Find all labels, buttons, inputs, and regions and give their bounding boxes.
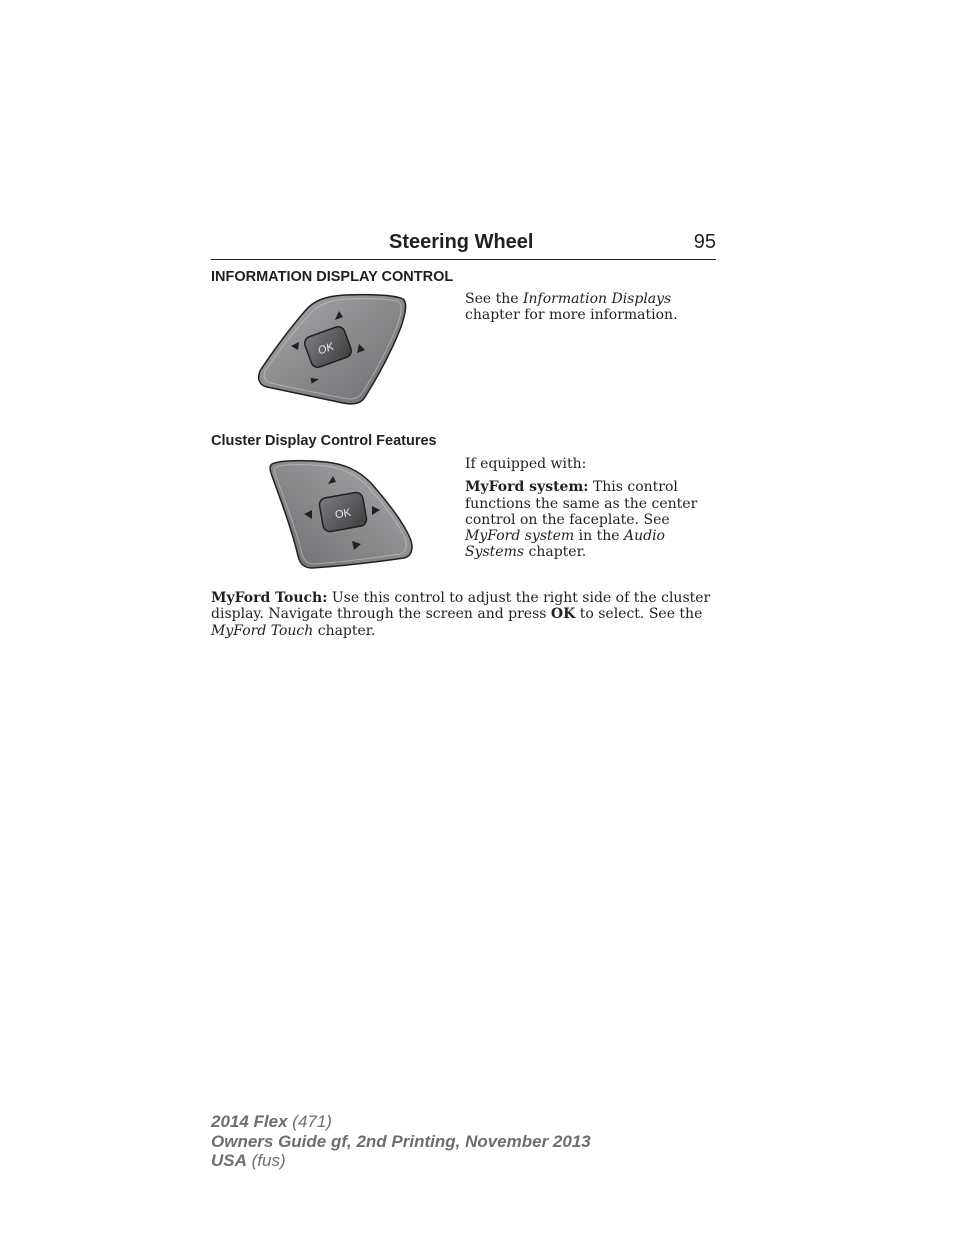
header-rule	[211, 259, 716, 260]
myford-touch-label: MyFord Touch:	[211, 590, 328, 606]
equipped-note: If equipped with:	[465, 456, 587, 472]
information-displays-reference: Information Displays	[523, 291, 672, 307]
cluster-display-text	[465, 456, 716, 561]
page-header-title: Steering Wheel	[389, 231, 534, 253]
myford-touch-paragraph: MyFord Touch: Use this control to adjust the right side of the cluster display. Navigate through the screen and press OK to select. See the MyFord Touch chapter.	[211, 590, 711, 639]
footer-line-2: Owners Guide gf, 2nd Printing, November 2013	[211, 1131, 591, 1151]
footer-line-3: USA (fus)	[211, 1151, 286, 1170]
cluster-display-control-figure	[266, 458, 416, 570]
ok-label: OK	[316, 340, 336, 358]
info-display-see-text: See the Information Displays chapter for more information.	[465, 291, 678, 324]
audio-systems-reference: Audio Systems	[465, 528, 665, 561]
myford-system-paragraph: MyFord system: This control functions the same as the center control on the faceplate. See MyFord system in the Audio Systems chapter.	[465, 479, 698, 561]
myford-system-reference: MyFord system	[465, 528, 575, 545]
myford-system-label: MyFord system:	[465, 479, 589, 496]
info-display-control-figure	[255, 293, 408, 406]
section-heading: INFORMATION DISPLAY CONTROL	[211, 269, 454, 285]
footer-line-1: 2014 Flex (471)	[211, 1112, 332, 1131]
ok-button	[318, 491, 367, 532]
page-footer	[211, 1112, 591, 1171]
control-pad-illustration	[266, 458, 416, 570]
control-pad-illustration	[255, 293, 408, 406]
ok-label: OK	[334, 506, 352, 522]
page-number: 95	[693, 231, 716, 253]
myford-touch-reference: MyFord Touch	[211, 622, 314, 639]
subsection-heading: Cluster Display Control Features	[211, 433, 437, 449]
ok-word: OK	[550, 606, 576, 623]
